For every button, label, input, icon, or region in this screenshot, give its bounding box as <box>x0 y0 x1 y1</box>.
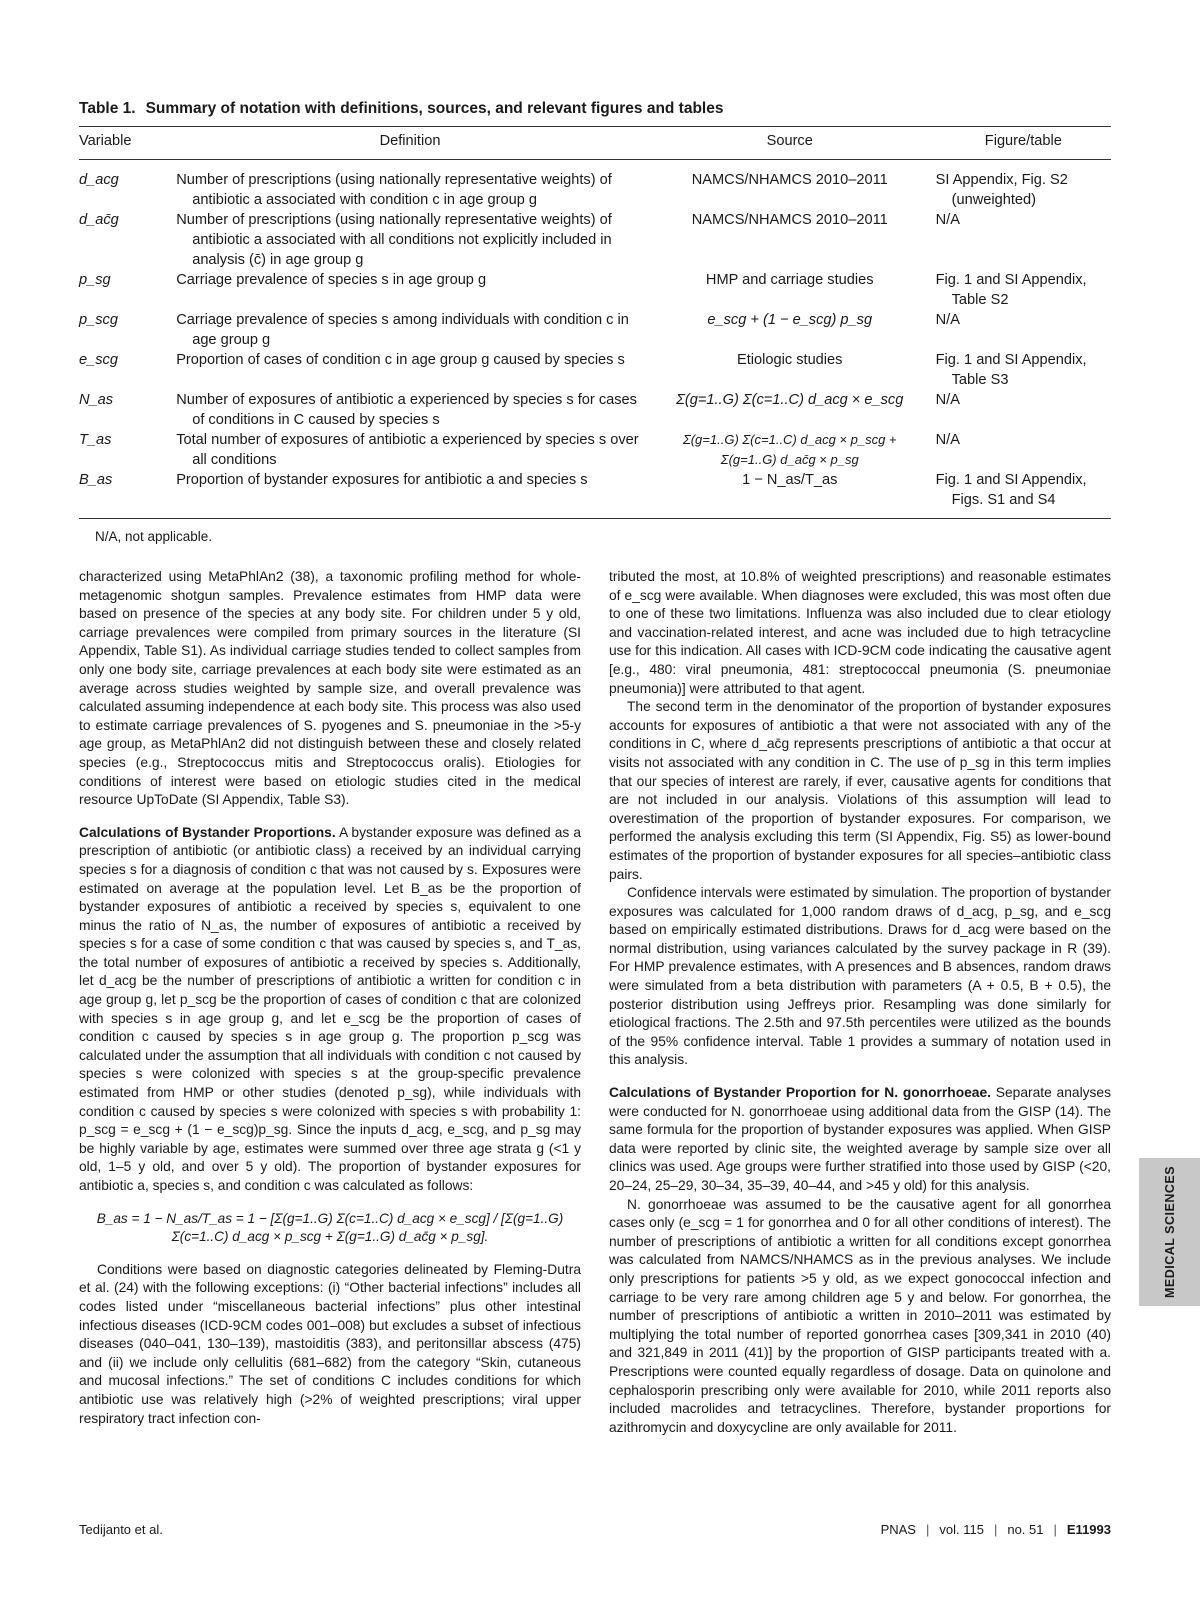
cell-variable: p_scg <box>79 312 118 328</box>
table-row <box>79 350 1111 390</box>
footer-journal: PNAS <box>880 1522 916 1537</box>
table-row <box>79 270 1111 310</box>
cell-variable: N_as <box>79 392 114 408</box>
cell-figure: N/A <box>935 312 960 328</box>
side-tab-label: MEDICAL SCIENCES <box>1162 1165 1177 1299</box>
cell-source: 1 − N_as/T_as <box>664 470 916 519</box>
body-paragraph: Confidence intervals were estimated by simulation. The proportion of bystander exposures was calculated for 1,000 random draws of d_acg, p_sg, and e_scg based on empirically estimated distributions. Draws for d_acg were based on the normal distribution, using variances calculated by the survey package in R (39). For HMP prevalence estimates, with A presences and B absences, random draws were simulated from a beta distribution with parameters (A + 0.5, B + 0.5), the posterior distribution using Jeffreys prior. Resampling was done similarly for etiological fractions. The 2.5th and 97.5th percentiles were utilized as the bounds of the 95% confidence interval. Table 1 provides a summary of notation used in this analysis. <box>609 885 1111 1068</box>
cell-figure: Fig. 1 and SI Appendix, Figs. S1 and S4 <box>935 472 1087 508</box>
section-paragraph <box>79 824 581 1196</box>
cell-definition: Number of exposures of antibiotic a experienced by species s for cases of conditions in C caused by species s <box>176 392 637 428</box>
table-label: Table 1. <box>79 100 136 117</box>
cell-definition: Total number of exposures of antibiotic a experienced by species s over all conditions <box>176 432 639 468</box>
header-definition: Definition <box>176 127 664 160</box>
body-text: Separate analyses were conducted for N. gonorrhoeae using additional data from the GISP (14). The same formula for the proportion of bystander exposures was applied. When GISP data were reported by clinic site, the weighted average by sample size over all clinics was used. Age groups were further stratified into those used by GISP (<20, 20–24, 25–29, 30–34, 35–39, 40–44, and >45 y old) for this analysis. <box>609 1085 1111 1193</box>
notation-table-section <box>79 100 1111 544</box>
header-figure: Figure/table <box>916 127 1111 160</box>
table-row <box>79 210 1111 270</box>
cell-source: e_scg + (1 − e_scg) p_sg <box>707 312 873 328</box>
table-row <box>79 470 1111 519</box>
section-heading: Calculations of Bystander Proportion for N. gonorrhoeae. <box>609 1085 991 1101</box>
cell-source: Σ(g=1..G) Σ(c=1..C) d_acg × e_scg <box>676 392 904 408</box>
cell-definition: Carriage prevalence of species s among individuals with condition c in age group g <box>176 312 629 348</box>
footer-page-number: E11993 <box>1066 1522 1111 1537</box>
body-text: A bystander exposure was defined as a prescription of antibiotic (or antibiotic class) a received by an individual carrying species s for a diagnosis of condition c that was not caused by s. Exposures were estimated on average at the population level. Let B_as be the proportion of bystander exposures of antibiotic a received by species s, equivalent to one minus the ratio of N_as, the number of exposures of antibiotic a received by species s for a case of some condition c that was caused by species s, and T_as, the total number of exposures of antibiotic a received by species s. Additionally, let d_acg be the number of prescriptions of antibiotic a written for condition c in age group g, let p_scg be the proportion of cases of condition c that are colonized with species s in age group g, and let e_scg be the proportion of cases of condition c caused by species s in age group g. The proportion p_scg was calculated under the assumption that all individuals with condition c not caused by species s were colonized with species s at the group-specific prevalence estimated from HMP or other studies (denoted p_sg), while individuals with condition c caused by species s were colonized with species s with probability 1: p_scg = e_scg + (1 − e_scg)p_sg. Since the inputs d_acg, e_scg, and p_sg may be highly variable by age, estimates were summed over three age strata g (<1 y old, 1–5 y old, and over 5 y old). The proportion of bystander exposures for antibiotic a, species s, and condition c was calculated as follows: <box>79 824 581 1193</box>
body-paragraph: tributed the most, at 10.8% of weighted prescriptions) and reasonable estimates of e_scg were available. When diagnoses were excluded, this was most often due to one of these two limitations. Influenza was also included due to clear etiology and vaccination-related interest, and acne was included due to high tetracycline use for this indication. All cases with ICD-9CM code indicating the causative agent [e.g., 480: viral pneumonia, 481: streptococcal pneumonia (S. pneumoniae pneumonia)] were attributed to that agent. <box>609 569 1111 696</box>
notation-table <box>79 126 1111 519</box>
cell-figure: Fig. 1 and SI Appendix, Table S3 <box>935 352 1087 388</box>
cell-source: HMP and carriage studies <box>705 272 874 288</box>
footer-volume: vol. 115 <box>939 1522 984 1537</box>
section-paragraph <box>609 1084 1111 1196</box>
cell-variable: e_scg <box>79 352 118 368</box>
body-paragraph: Conditions were based on diagnostic categories delineated by Fleming-Dutra et al. (24) with the following exceptions: (i) “Other bacterial infections” includes all codes listed under “miscellaneous bacterial infections” plus other intestinal infectious diseases (ICD-9CM codes 001–008) but excludes a subset of infectious diseases (040–041, 130–139), mastoiditis (383), and peritonsillar abscess (475) and (ii) we include only cellulitis (681–682) from the category “Skin, cutaneous and mucosal infections.” The set of conditions C includes conditions for which antibiotic use was relatively high (>2% of weighted prescriptions; viral upper respiratory tract infection con- <box>79 1261 581 1426</box>
cell-source: Σ(g=1..G) Σ(c=1..C) d_acg × p_scg + Σ(g=1..G) d_ac̄g × p_sg <box>682 432 897 467</box>
table-row <box>79 160 1111 211</box>
body-paragraph: N. gonorrhoeae was assumed to be the causative agent for all gonorrhea cases only (e_scg = 1 for gonorrhea and 0 for all other conditions of interest). The number of prescriptions of antibiotic a written for all conditions except gonorrhea was calculated from NAMCS/NHAMCS as in the previous analyses. We include only prescriptions for patients >5 y old, as we expect gonococcal infection and carriage to be very rare among children age 5 y and below. For gonorrhea, the number of prescriptions of antibiotic a written in 2010–2011 was estimated by multiplying the total number of reported gonorrhea cases [309,341 in 2010 (40) and 321,849 in 2011 (41)] by the proportion of GISP participants treated with a. Prescriptions were counted equally regardless of dosage. Data on quinolone and cephalosporin prescribing only were available for 2010, while 2011 reports also included macrolides and tetracyclines. Therefore, bystander proportions for azithromycin and doxycycline are only available for 2011. <box>609 1196 1111 1435</box>
cell-variable: T_as <box>79 432 112 448</box>
cell-definition: Proportion of cases of condition c in age group g caused by species s <box>176 352 625 368</box>
header-source: Source <box>664 127 916 160</box>
body-paragraph: The second term in the denominator of the proportion of bystander exposures accounts for exposures of antibiotic a that were not associated with any of the conditions in C, where d_ac̄g represents prescriptions of antibiotic a that occur at visits not associated with any condition in C. The use of p_sg in this term implies that our species of interest are rarely, if ever, causative agents for conditions that are not included in our analysis. Violations of this assumption will lead to overestimation of the proportion of bystander exposures. For comparison, we performed the analysis excluding this term (SI Appendix, Fig. S5) as lower-bound estimates of the proportion of bystander exposures for all species–antibiotic class pairs. <box>609 699 1111 882</box>
table-row <box>79 430 1111 470</box>
cell-source: Etiologic studies <box>737 352 843 368</box>
equation: B_as = 1 − N_as/T_as = 1 − [Σ(g=1..G) Σ(c=1..C) d_acg × e_scg] / [Σ(g=1..G) Σ(c=1..C) d_acg × p_scg + Σ(g=1..G) d_ac̄g × p_sg]. <box>96 1210 564 1245</box>
cell-variable: d_ac̄g <box>79 212 119 228</box>
table-footnote: N/A, not applicable. <box>95 529 213 544</box>
cell-figure: SI Appendix, Fig. S2 (unweighted) <box>935 172 1068 208</box>
cell-source: NAMCS/NHAMCS 2010–2011 <box>691 212 888 228</box>
cell-variable: d_acg <box>79 172 119 188</box>
table-row <box>79 390 1111 430</box>
cell-source: NAMCS/NHAMCS 2010–2011 <box>691 172 888 188</box>
table-caption <box>79 100 1111 118</box>
body-paragraph: characterized using MetaPhlAn2 (38), a taxonomic profiling method for whole-metagenomic shotgun samples. Prevalence estimates from HMP data were based on presence of the species at any body site. For children under 5 y old, carriage prevalences were compiled from primary sources in the literature (SI Appendix, Table S1). As individual carriage studies tended to collect samples from only one body site, carriage prevalences at each body site were estimated as an average across studies weighted by sample size, and overall prevalence was calculated assuming independence at each body site. This process was also used to estimate carriage prevalences of S. pyogenes and S. pneumoniae in the >5-y age group, as MetaPhlAn2 did not distinguish between these and closely related species (e.g., Streptococcus mitis and Streptococcus oralis). Etiologies for conditions of interest were based on etiologic studies cited in the medical resource UpToDate (SI Appendix, Table S3). <box>79 569 581 808</box>
cell-figure: N/A <box>935 212 960 228</box>
footer-authors: Tedijanto et al. <box>79 1522 163 1537</box>
cell-definition: Carriage prevalence of species s in age group g <box>176 272 487 288</box>
cell-definition: Proportion of bystander exposures for antibiotic a and species s <box>176 472 588 488</box>
header-variable: Variable <box>79 127 176 160</box>
cell-variable: p_sg <box>79 272 111 288</box>
footer-journal-info: PNAS | vol. 115 | no. 51 | E11993 <box>880 1522 1111 1537</box>
left-column <box>79 568 581 1428</box>
cell-definition: Number of prescriptions (using nationally representative weights) of antibiotic a associated with condition c in age group g <box>176 172 612 208</box>
right-column <box>609 568 1111 1437</box>
footer-issue: no. 51 <box>1007 1522 1044 1537</box>
section-side-tab <box>1139 1158 1200 1306</box>
cell-figure: N/A <box>935 392 960 408</box>
cell-figure: N/A <box>935 432 960 448</box>
section-heading: Calculations of Bystander Proportions. <box>79 824 336 840</box>
cell-variable: B_as <box>79 470 176 519</box>
table-title: Summary of notation with definitions, sources, and relevant figures and tables <box>145 100 724 117</box>
cell-definition: Number of prescriptions (using nationally representative weights) of antibiotic a associated with all conditions not explicitly included in analysis (c̄) in age group g <box>176 212 612 268</box>
table-header-row <box>79 127 1111 160</box>
cell-figure: Fig. 1 and SI Appendix, Table S2 <box>935 272 1087 308</box>
table-row <box>79 310 1111 350</box>
